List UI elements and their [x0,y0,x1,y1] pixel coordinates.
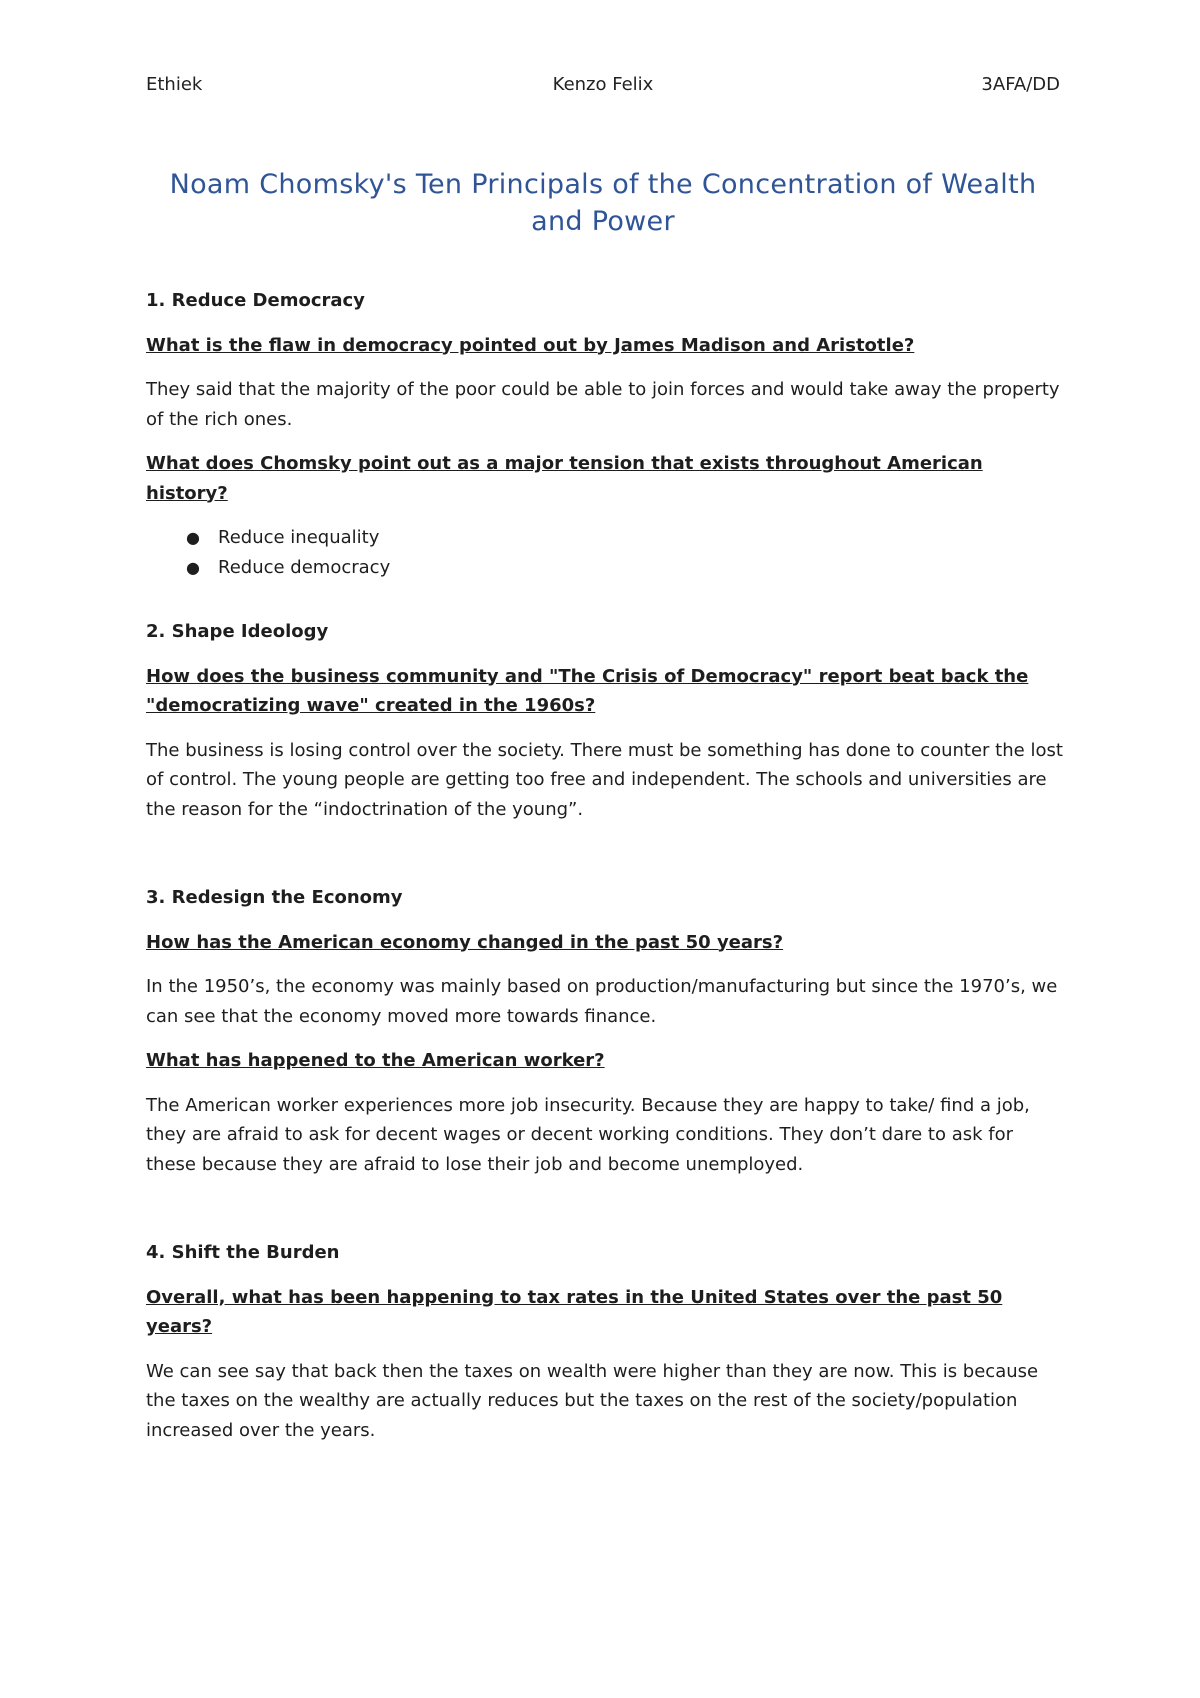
section-heading: 2. Shape Ideology [146,621,329,642]
answer: We can see say that back then the taxes on wealth were higher than they are now. This is because the taxes on the wealthy are actually reduces but the taxes on the rest of the society/population increased over the years. [146,1360,1039,1441]
spacer [146,1194,1066,1238]
section-heading: 4. Shift the Burden [146,1242,340,1263]
bullet-icon: ● [186,558,200,577]
section-heading: 3. Redesign the Economy [146,887,403,908]
header-class: 3AFA/DD [981,74,1060,95]
bullet-list [146,523,1066,583]
page-header [146,74,1060,98]
question: What is the flaw in democracy pointed out by James Madison and Aristotle? [146,334,915,356]
answer: The American worker experiences more job insecurity. Because they are happy to take/ find a job, they are afraid to ask for decent wages or decent working conditions. They don’t dare to ask for these because they are afraid to lose their job and become unemployed. [146,1094,1030,1175]
list-item-text: Reduce democracy [218,557,391,578]
document-body [146,286,1066,1460]
question: How has the American economy changed in the past 50 years? [146,931,784,953]
list-item [146,523,1066,553]
answer: The business is losing control over the society. There must be something has done to counter the lost of control. The young people are getting too free and independent. The schools and universities are the reason for the “indoctrination of the young”. [146,739,1063,820]
spacer [146,839,1066,883]
section-heading: 1. Reduce Democracy [146,290,365,311]
question: What does Chomsky point out as a major tension that exists throughout American history? [146,453,983,504]
question: Overall, what has been happening to tax rates in the United States over the past 50 years? [146,1286,1003,1337]
question: How does the business community and "The Crisis of Democracy" report beat back the "democratizing wave" created in the 1960s? [146,665,1029,716]
answer: In the 1950’s, the economy was mainly based on production/manufacturing but since the 1970’s, we can see that the economy moved more towards finance. [146,976,1058,1027]
list-item-text: Reduce inequality [218,527,380,548]
header-author: Kenzo Felix [552,74,654,95]
document-title: Noam Chomsky's Ten Principals of the Concentration of Wealth and Power [169,169,1037,237]
header-subject: Ethiek [146,74,203,95]
list-item [146,553,1066,583]
question: What has happened to the American worker? [146,1050,605,1071]
answer: They said that the majority of the poor could be able to join forces and would take away the property of the rich ones. [146,379,1060,430]
bullet-icon: ● [186,528,200,547]
